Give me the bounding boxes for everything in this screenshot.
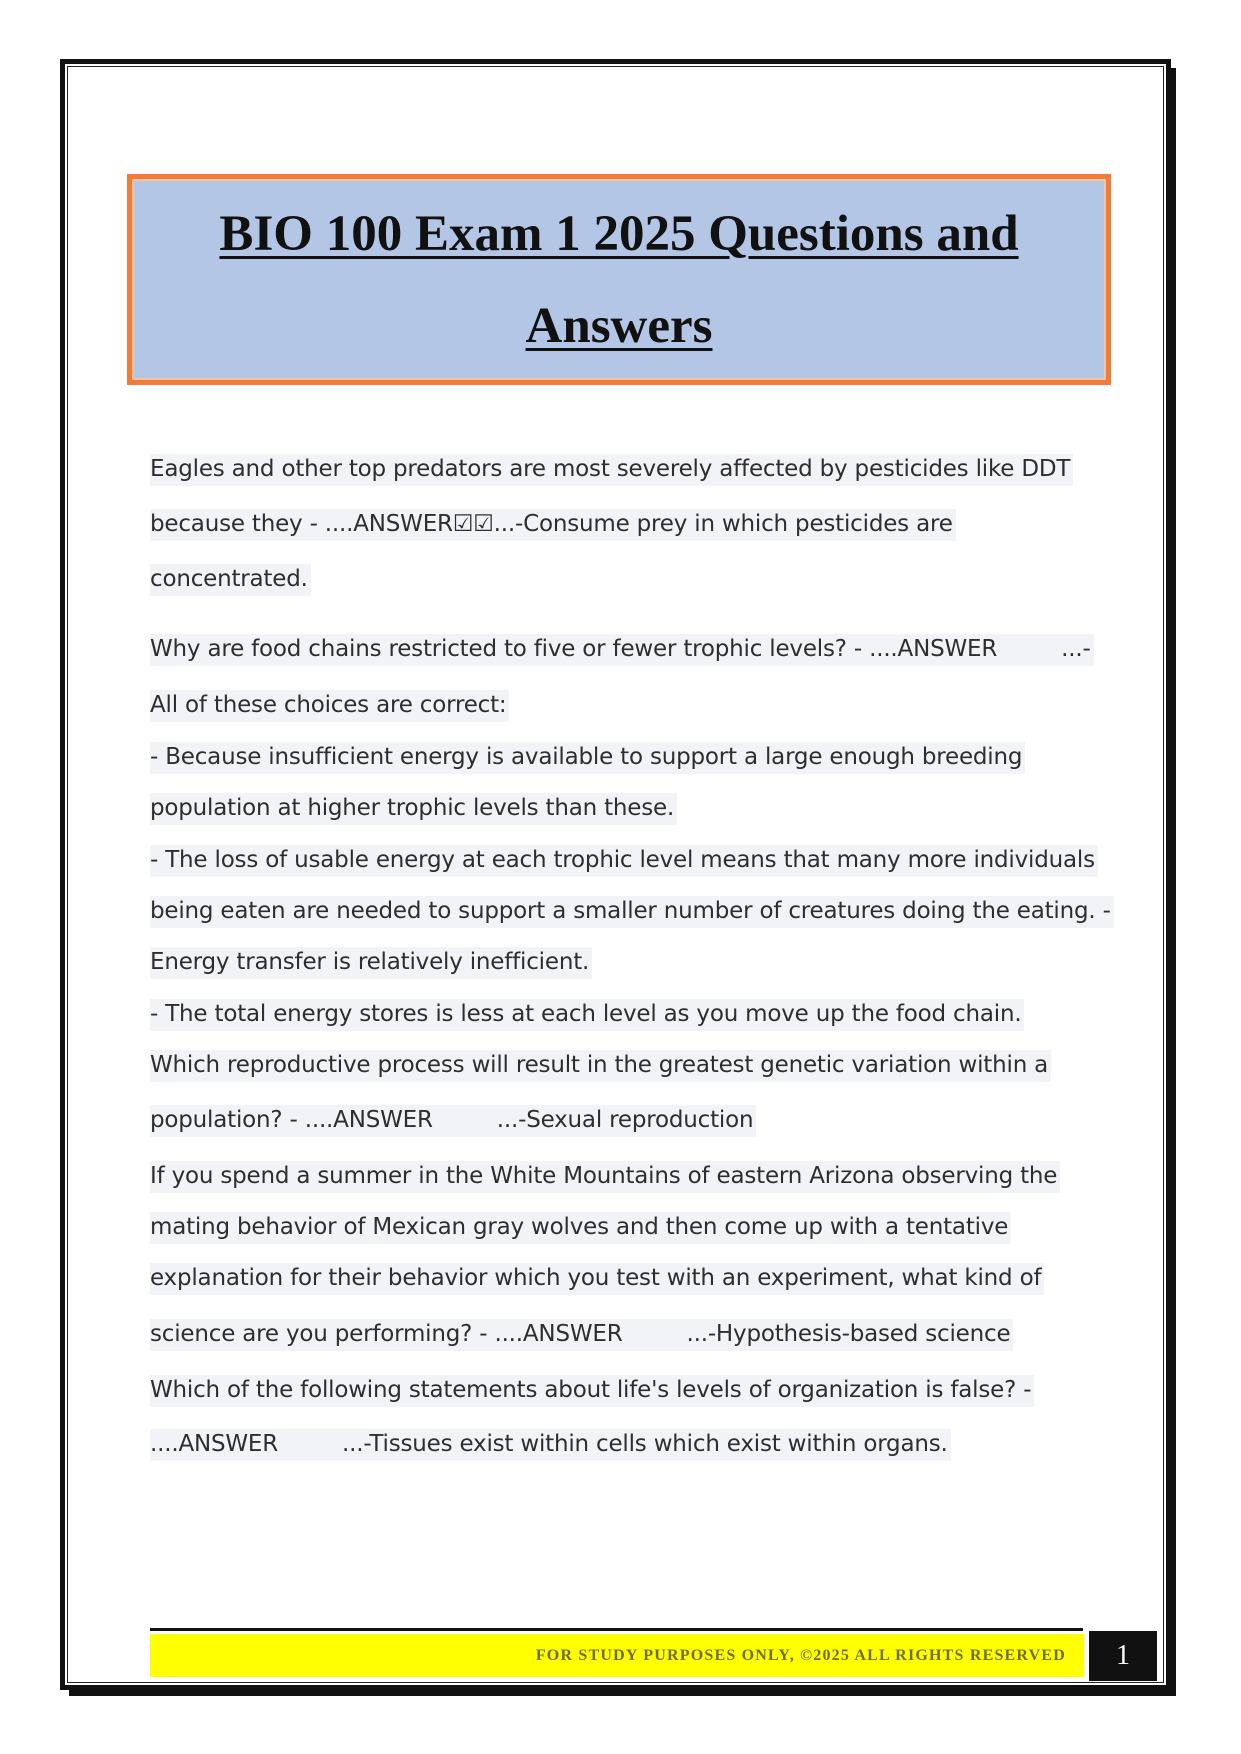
text-line: Energy transfer is relatively inefficient. xyxy=(150,947,592,979)
title-box xyxy=(127,174,1111,385)
title-box-inner xyxy=(132,179,1106,380)
answer-text: ...-Sexual reproduction xyxy=(496,1107,754,1133)
document-title: BIO 100 Exam 1 2025 Questions and Answers xyxy=(219,205,1019,354)
answer-marker: ...- xyxy=(1061,636,1091,662)
answer-text: ...-Hypothesis-based science xyxy=(686,1321,1011,1347)
question-text: ....ANSWER xyxy=(150,1431,279,1457)
text-line: concentrated. xyxy=(150,564,311,596)
text-line: - Because insufficient energy is available to support a large enough breeding xyxy=(150,742,1025,774)
text-line: being eaten are needed to support a smaller number of creatures doing the eating. - xyxy=(150,896,1114,928)
text-line xyxy=(150,634,1094,666)
text-line: explanation for their behavior which you test with an experiment, what kind of xyxy=(150,1263,1044,1295)
text-line: Which reproductive process will result in the greatest genetic variation within a xyxy=(150,1050,1051,1082)
text-line xyxy=(150,1429,951,1461)
question-text: Why are food chains restricted to five or fewer trophic levels? - ....ANSWER xyxy=(150,636,998,662)
text-line: If you spend a summer in the White Mountains of eastern Arizona observing the xyxy=(150,1161,1060,1193)
text-line xyxy=(150,1105,756,1137)
question-text: science are you performing? - ....ANSWER xyxy=(150,1321,623,1347)
text-line: - The loss of usable energy at each trophic level means that many more individuals xyxy=(150,845,1098,877)
footer-text: FOR STUDY PURPOSES ONLY, ©2025 ALL RIGHTS RESERVED xyxy=(535,1646,1066,1664)
text-line: All of these choices are correct: xyxy=(150,690,509,722)
answer-text: ...-Tissues exist within cells which exist within organs. xyxy=(342,1431,948,1457)
text-line: - The total energy stores is less at each level as you move up the food chain. xyxy=(150,999,1024,1031)
text-line xyxy=(150,1319,1013,1351)
text-line: mating behavior of Mexican gray wolves and then come up with a tentative xyxy=(150,1212,1011,1244)
footer-divider xyxy=(150,1628,1083,1631)
text-line: Eagles and other top predators are most severely affected by pesticides like DDT xyxy=(150,454,1073,486)
question-text: population? - ....ANSWER xyxy=(150,1107,433,1133)
text-line: Which of the following statements about life's levels of organization is false? - xyxy=(150,1375,1034,1407)
footer-banner xyxy=(150,1634,1084,1677)
text-line: population at higher trophic levels than these. xyxy=(150,793,677,825)
text-line: because they - ....ANSWER☑☑...-Consume prey in which pesticides are xyxy=(150,509,956,541)
page-number: 1 xyxy=(1089,1631,1157,1681)
